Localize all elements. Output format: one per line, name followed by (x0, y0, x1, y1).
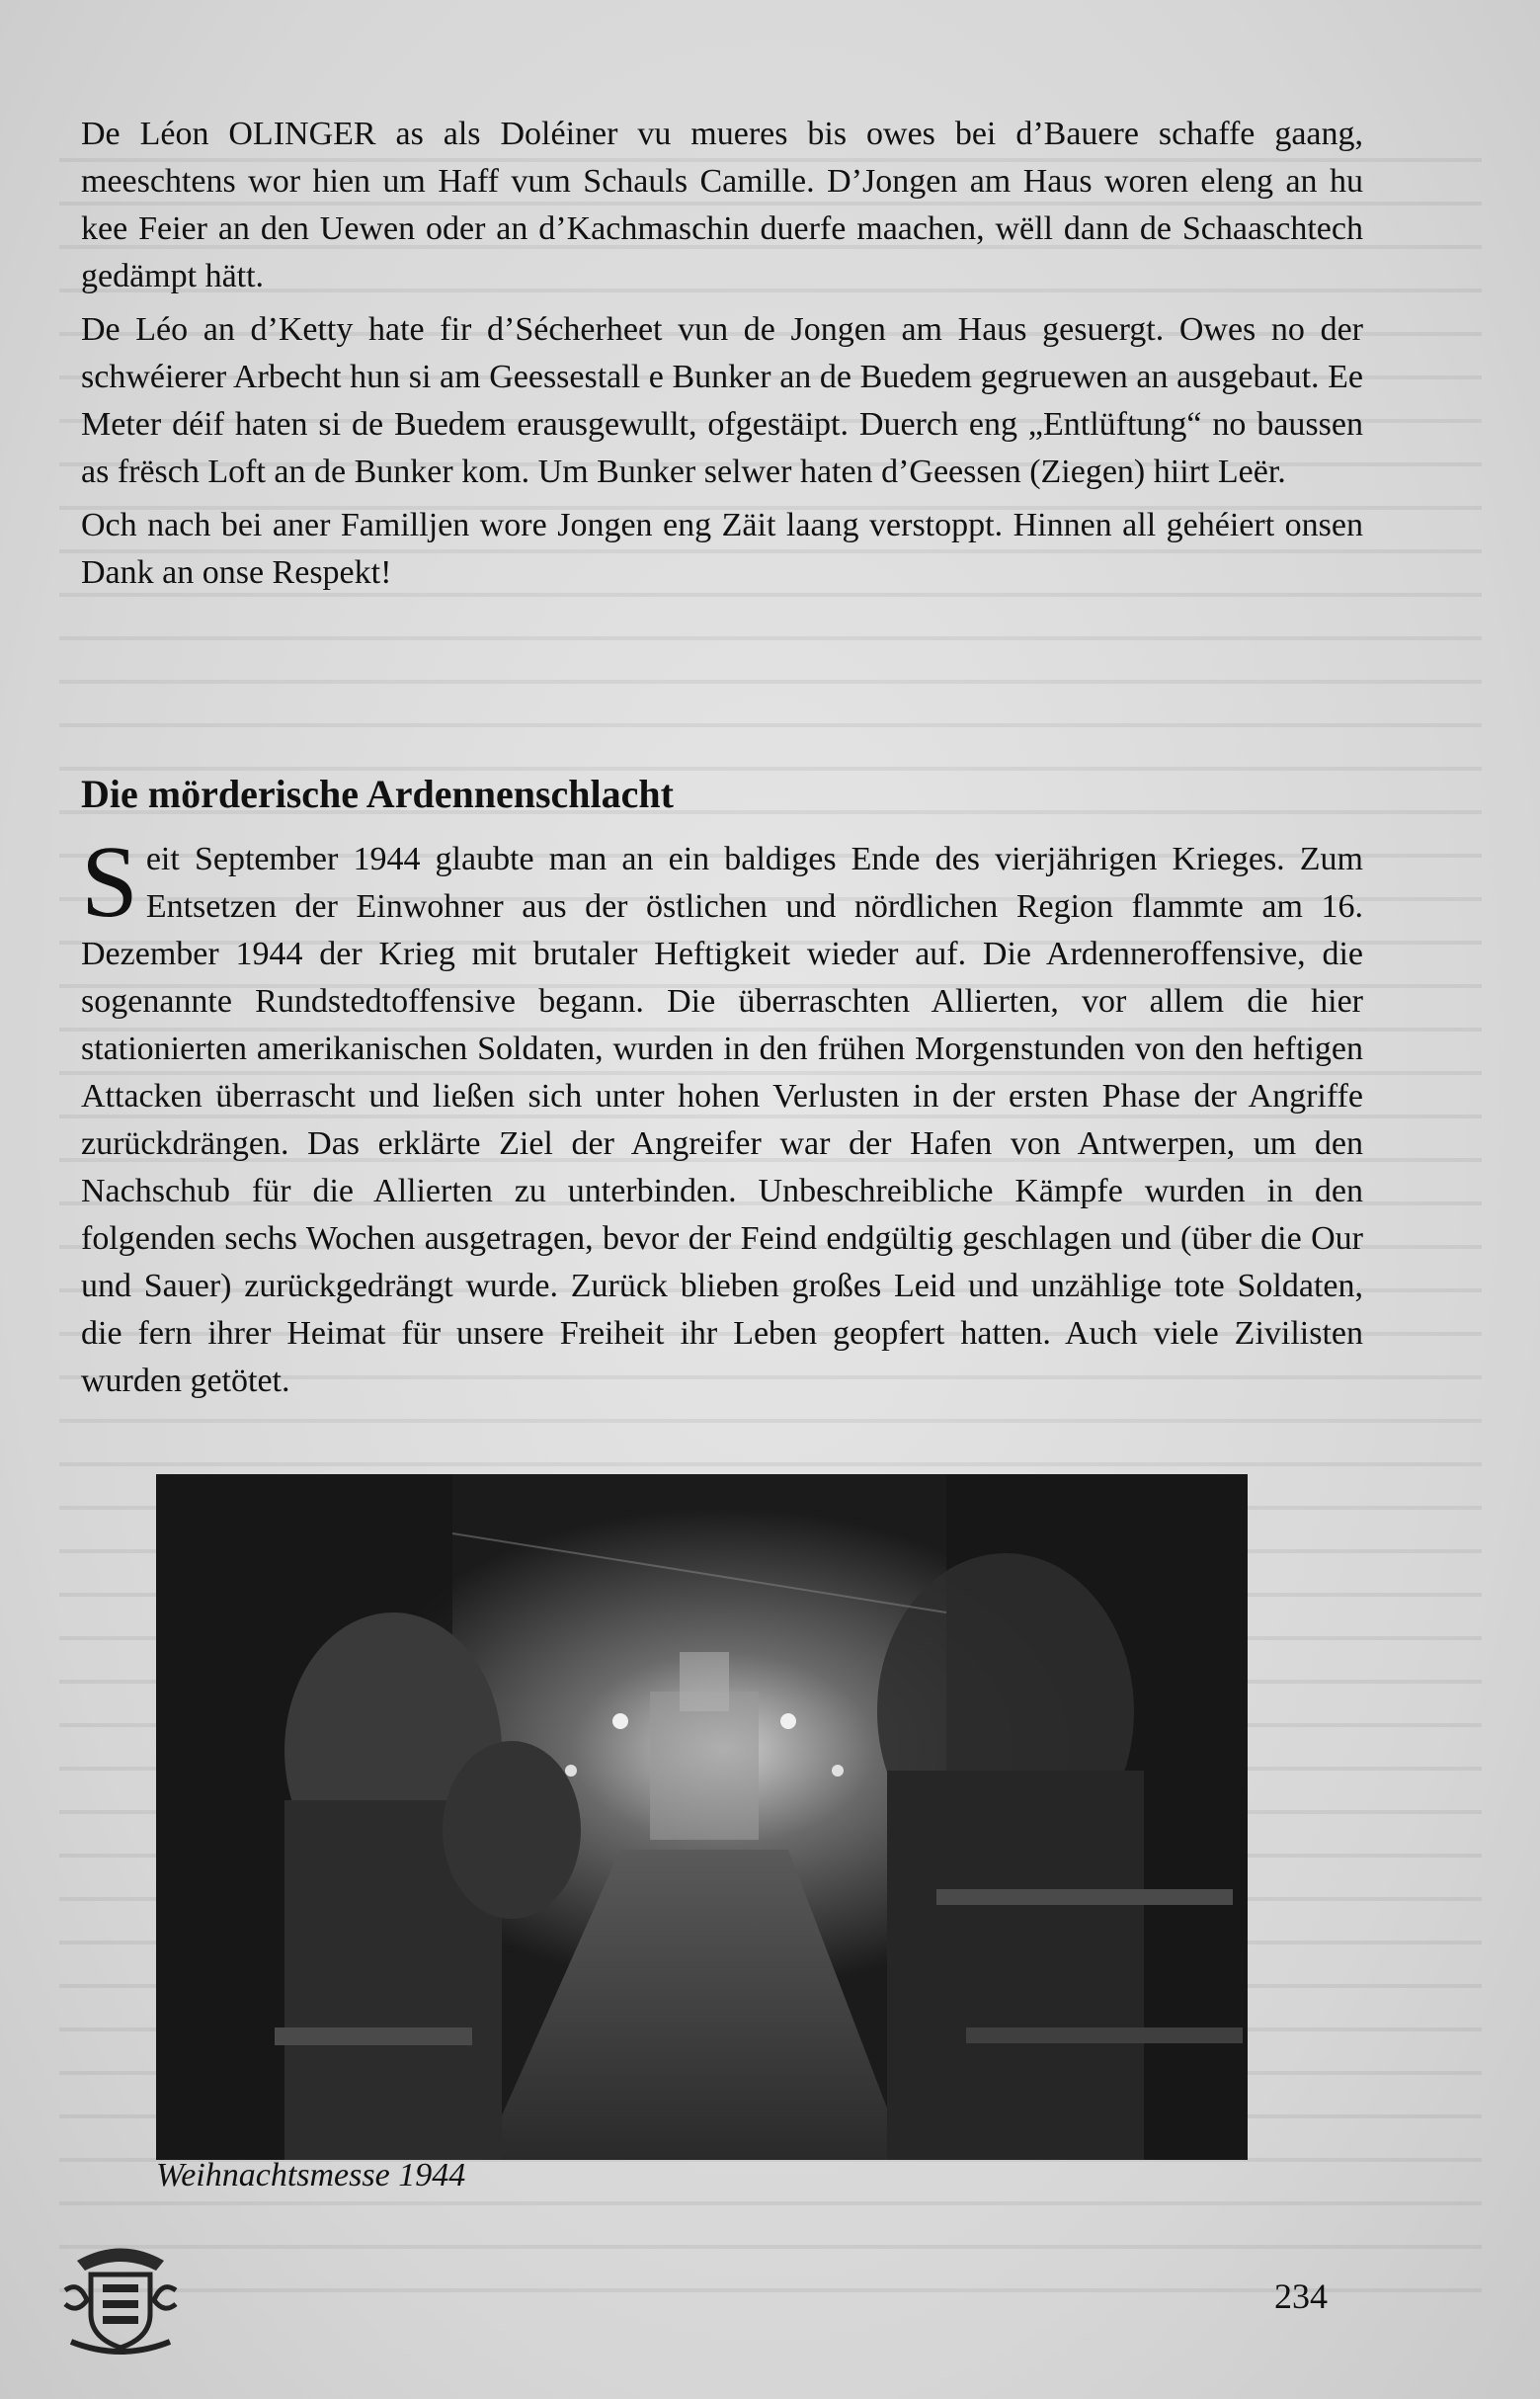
crest-icon (57, 2231, 184, 2359)
page-number: 234 (1274, 2276, 1328, 2316)
church-interior-image (156, 1474, 1248, 2160)
paragraph-bunker: De Léo an d’Ketty hate fir d’Sécherheet vun de Jongen am Haus gesuergt. Owes no der schwéierer Arbecht hun si am Geessestall e Bunker an de Buedem gegruewen an ausgebaut. Ee Meter déif haten si de Buedem erausgewullt, ofgestäipt. Duerch eng „Entlüftung“ no baussen as frësch Loft an de Bunker kom. Um Bunker selwer haten d’Geessen (Ziegen) hiirt Leër. (81, 311, 1363, 490)
church-photo (156, 1474, 1248, 2160)
coat-of-arms-emblem (57, 2231, 184, 2359)
intro-text-block (81, 111, 1363, 603)
section-text-block (81, 825, 1363, 1411)
paragraph-olinger: De Léon OLINGER as als Doléiner vu mueres bis owes bei d’Bauere schaffe gaang, meeschtens wor hien um Haff vum Schauls Camille. D’Jongen am Haus woren eleng an hu kee Feier an den Uewen oder an d’Kachmaschin duerfe maachen, wëll dann de Schaaschtech gedämpt hätt. (81, 116, 1363, 294)
photo-caption: Weihnachtsmesse 1944 (156, 2157, 466, 2193)
drop-cap: S (81, 825, 138, 939)
section-heading: Die mörderische Ardennenschlacht (81, 772, 674, 816)
section-paragraph (81, 825, 1363, 1405)
paragraph-thanks: Och nach bei aner Familljen wore Jongen eng Zäit laang verstoppt. Hinnen all gehéiert onsen Dank an onse Respekt! (81, 507, 1363, 591)
section-body: eit September 1944 glaubte man an ein baldiges Ende des vierjährigen Krieges. Zum Entsetzen der Einwohner aus der östlichen und nördlichen Region flammte am 16. Dezember 1944 der Krieg mit brutaler Heftigkeit wieder auf. Die Ardenneroffensive, die sogenannte Rundstedtoffensive begann. Die überraschten Allierten, vor allem die hier stationierten amerikanischen Soldaten, wurden in den frühen Morgenstunden von den heftigen Attacken überrascht und ließen sich unter hohen Verlusten in der ersten Phase der Angriffe zurückdrängen. Das erklärte Ziel der Angreifer war der Hafen von Antwerpen, um den Nachschub für die Allierten zu unterbinden. Unbeschreibliche Kämpfe wurden in den folgenden sechs Wochen ausgetragen, bevor der Feind endgültig geschlagen und (über die Our und Sauer) zurückgedrängt wurde. Zurück blieben großes Leid und unzählige tote Soldaten, die fern ihrer Heimat für unsere Freiheit ihr Leben geopfert hatten. Auch viele Zivilisten wurden getötet. (81, 841, 1363, 1399)
